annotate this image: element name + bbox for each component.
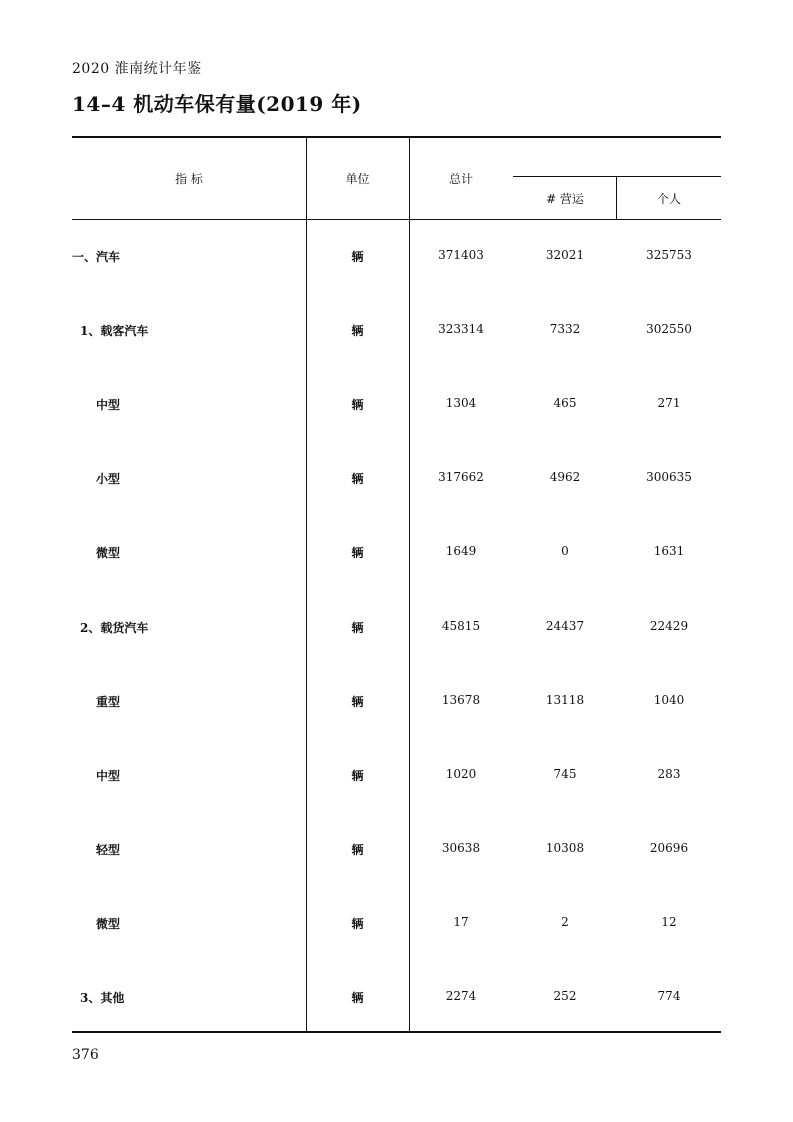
row-label: 2、载货汽车 xyxy=(80,621,149,635)
row-operating: 10308 xyxy=(545,841,585,855)
row-operating: 24437 xyxy=(545,619,585,633)
table-row xyxy=(72,693,721,713)
table-row xyxy=(72,544,721,564)
row-unit: 辆 xyxy=(351,769,364,783)
row-total: 371403 xyxy=(438,248,484,262)
row-personal: 325753 xyxy=(646,248,692,262)
row-label: 中型 xyxy=(96,398,121,412)
row-unit: 辆 xyxy=(351,991,364,1005)
row-operating: 2 xyxy=(561,915,569,929)
row-unit: 辆 xyxy=(351,546,364,560)
table-row xyxy=(72,915,721,935)
table-row xyxy=(72,767,721,787)
row-operating: 13118 xyxy=(545,693,585,707)
row-label: 中型 xyxy=(96,769,121,783)
row-label: 小型 xyxy=(96,472,121,486)
row-unit: 辆 xyxy=(351,621,364,635)
column-divider xyxy=(409,138,410,1031)
row-unit: 辆 xyxy=(351,917,364,931)
row-personal: 300635 xyxy=(646,470,692,484)
row-operating: 4962 xyxy=(549,470,581,484)
row-personal: 271 xyxy=(657,396,681,410)
row-personal: 1631 xyxy=(653,544,685,558)
column-divider xyxy=(306,138,307,1031)
vehicle-ownership-table xyxy=(72,136,721,1034)
row-total: 317662 xyxy=(438,470,484,484)
row-unit: 辆 xyxy=(351,472,364,486)
row-personal: 20696 xyxy=(649,841,689,855)
row-label: 一、汽车 xyxy=(72,250,121,264)
table-row xyxy=(72,989,721,1009)
row-personal: 302550 xyxy=(646,322,692,336)
row-personal: 774 xyxy=(657,989,681,1003)
header-total: 总计 xyxy=(448,172,473,186)
table-row xyxy=(72,248,721,268)
header-operating: # 营运 xyxy=(546,192,584,206)
row-label: 1、载客汽车 xyxy=(80,324,149,338)
page-number: 376 xyxy=(72,1047,99,1063)
table-row xyxy=(72,619,721,639)
table-bottom-rule xyxy=(72,1031,721,1033)
table-row xyxy=(72,841,721,861)
row-label: 微型 xyxy=(96,917,121,931)
row-total: 30638 xyxy=(441,841,481,855)
table-row xyxy=(72,322,721,342)
row-personal: 283 xyxy=(657,767,681,781)
row-unit: 辆 xyxy=(351,324,364,338)
row-total: 323314 xyxy=(438,322,484,336)
header-unit: 单位 xyxy=(345,172,370,186)
header-bottom-rule xyxy=(72,219,721,220)
row-label: 微型 xyxy=(96,546,121,560)
header-personal: 个人 xyxy=(656,192,681,206)
row-unit: 辆 xyxy=(351,843,364,857)
row-personal: 12 xyxy=(661,915,677,929)
row-total: 1020 xyxy=(445,767,477,781)
row-unit: 辆 xyxy=(351,398,364,412)
row-total: 17 xyxy=(453,915,469,929)
row-total: 2274 xyxy=(445,989,477,1003)
table-top-rule xyxy=(72,136,721,138)
row-label: 3、其他 xyxy=(80,991,125,1005)
header-indicator: 指 标 xyxy=(175,172,203,186)
row-total: 45815 xyxy=(441,619,481,633)
row-total: 1304 xyxy=(445,396,477,410)
row-operating: 252 xyxy=(553,989,577,1003)
table-row xyxy=(72,470,721,490)
row-operating: 7332 xyxy=(549,322,581,336)
page-title: 14–4 机动车保有量(2019 年) xyxy=(72,92,362,116)
row-personal: 1040 xyxy=(653,693,685,707)
table-row xyxy=(72,396,721,416)
row-operating: 32021 xyxy=(545,248,585,262)
row-operating: 465 xyxy=(553,396,577,410)
subheader-rule xyxy=(513,176,721,177)
row-total: 1649 xyxy=(445,544,477,558)
row-personal: 22429 xyxy=(649,619,689,633)
row-operating: 745 xyxy=(553,767,577,781)
row-unit: 辆 xyxy=(351,695,364,709)
row-operating: 0 xyxy=(561,544,569,558)
row-total: 13678 xyxy=(441,693,481,707)
running-head: 2020 淮南统计年鉴 xyxy=(72,61,202,77)
row-label: 轻型 xyxy=(96,843,121,857)
row-unit: 辆 xyxy=(351,250,364,264)
row-label: 重型 xyxy=(96,695,121,709)
